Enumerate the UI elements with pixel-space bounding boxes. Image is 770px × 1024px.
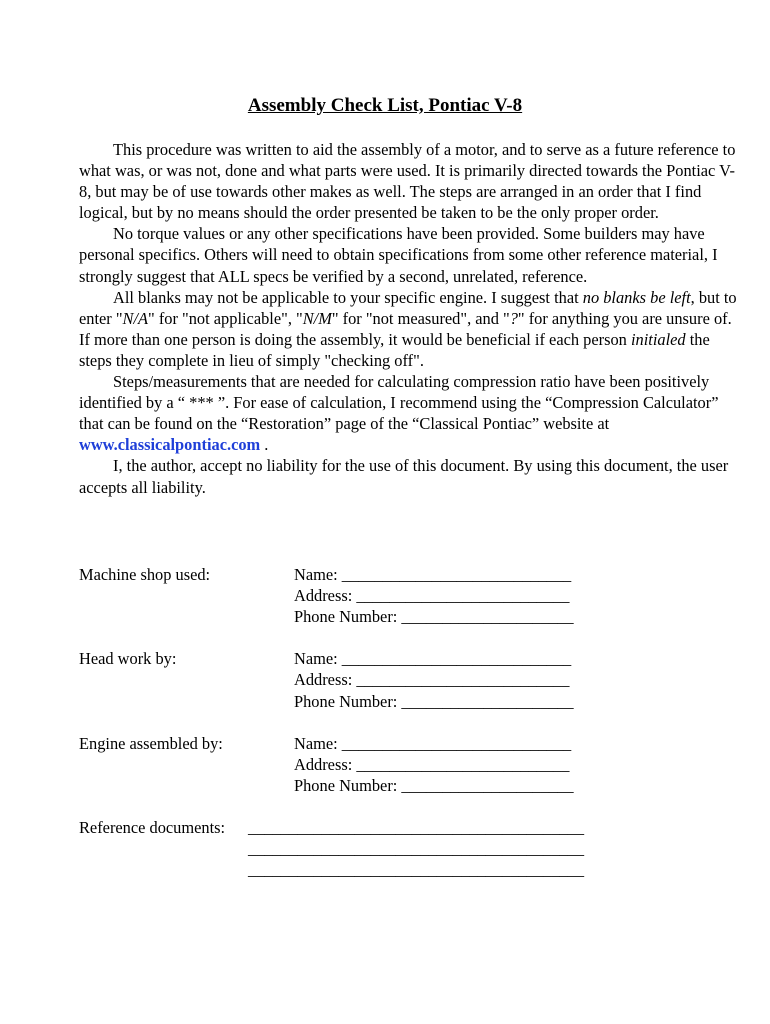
paragraph-blanks	[79, 287, 739, 371]
head-work-name-field[interactable]: Name: ____________________________	[294, 649, 572, 669]
reference-line-1[interactable]: _________________________________________	[248, 818, 585, 838]
blanks-text-k: the steps they complete in lieu of simply "checking off".	[79, 329, 710, 370]
machine-shop-address-field[interactable]: Address: __________________________	[294, 586, 570, 606]
engine-assembled-label: Engine assembled by:	[79, 733, 223, 753]
blanks-emphasis-na: N/A	[122, 308, 149, 328]
head-work-fields	[294, 648, 574, 711]
head-work-address-field[interactable]: Address: __________________________	[294, 670, 570, 690]
intro-text	[79, 139, 739, 498]
reference-documents-group	[79, 817, 699, 880]
machine-shop-fields	[294, 564, 574, 627]
blanks-text-e: " for "not applicable", "	[148, 308, 303, 328]
blanks-text-c: , but to enter "	[79, 287, 737, 328]
blanks-emphasis-nm: N/M	[302, 308, 332, 328]
page-title: Assembly Check List, Pontiac V-8	[247, 95, 523, 116]
reference-documents-lines	[248, 817, 584, 880]
blanks-text-a: All blanks may not be applicable to your specific engine. I suggest that	[113, 287, 583, 307]
paragraph-liability: I, the author, accept no liability for the use of this document. By using this document, the user accepts all liability.	[79, 456, 729, 497]
paragraph-torque: No torque values or any other specifications have been provided. Some builders may have personal specifics. Others will need to obtain specifications from some other reference material, I strongly suggest that ALL specs be verified by a second, unrelated, reference.	[79, 224, 718, 286]
engine-assembled-phone-field[interactable]: Phone Number: _____________________	[294, 775, 574, 795]
machine-shop-group	[79, 564, 699, 627]
engine-assembled-group	[79, 733, 699, 796]
compression-text-c: .	[260, 435, 269, 455]
blanks-emphasis-no-blanks: no blanks be left	[582, 287, 691, 307]
engine-assembled-address-field[interactable]: Address: __________________________	[294, 754, 570, 774]
paragraph-compression	[79, 371, 739, 455]
blanks-text-i: " for anything you are unsure of. If more than one person is doing the assembly, it would be beneficial if each person	[79, 308, 732, 349]
blanks-emphasis-unsure: ?	[509, 308, 518, 328]
engine-assembled-fields	[294, 733, 574, 796]
machine-shop-label: Machine shop used:	[79, 565, 211, 584]
machine-shop-phone-field[interactable]: Phone Number: _____________________	[294, 607, 574, 627]
assembly-form	[79, 564, 699, 880]
compression-text-a: Steps/measurements that are needed for calculating compression ratio have been positively identified by a “ *** ”. For ease of calculation, I recommend using the “Compression Calculator” that can be found on the “Restoration” page of the “Classical Pontiac” website at	[79, 372, 719, 434]
reference-line-2[interactable]: _________________________________________	[248, 839, 585, 859]
reference-documents-label: Reference documents:	[79, 818, 226, 838]
paragraph-purpose: This procedure was written to aid the assembly of a motor, and to serve as a future reference to what was, or was not, done and what parts were used. It is primarily directed towards the Pontiac V-8, but may be of use towards other makes as well. The steps are arranged in an order that I find logical, but by no means should the order presented be taken to be the only proper order.	[79, 140, 736, 223]
machine-shop-name-field[interactable]: Name: ____________________________	[294, 565, 572, 584]
website-link[interactable]: www.classicalpontiac.com	[79, 435, 261, 455]
head-work-group	[79, 648, 699, 711]
blanks-text-g: " for "not measured", and "	[331, 308, 510, 328]
blanks-emphasis-initialed: initialed	[630, 329, 686, 349]
head-work-label: Head work by:	[79, 649, 177, 669]
head-work-phone-field[interactable]: Phone Number: _____________________	[294, 691, 574, 711]
engine-assembled-name-field[interactable]: Name: ____________________________	[294, 733, 572, 753]
reference-line-3[interactable]: _________________________________________	[248, 860, 585, 880]
